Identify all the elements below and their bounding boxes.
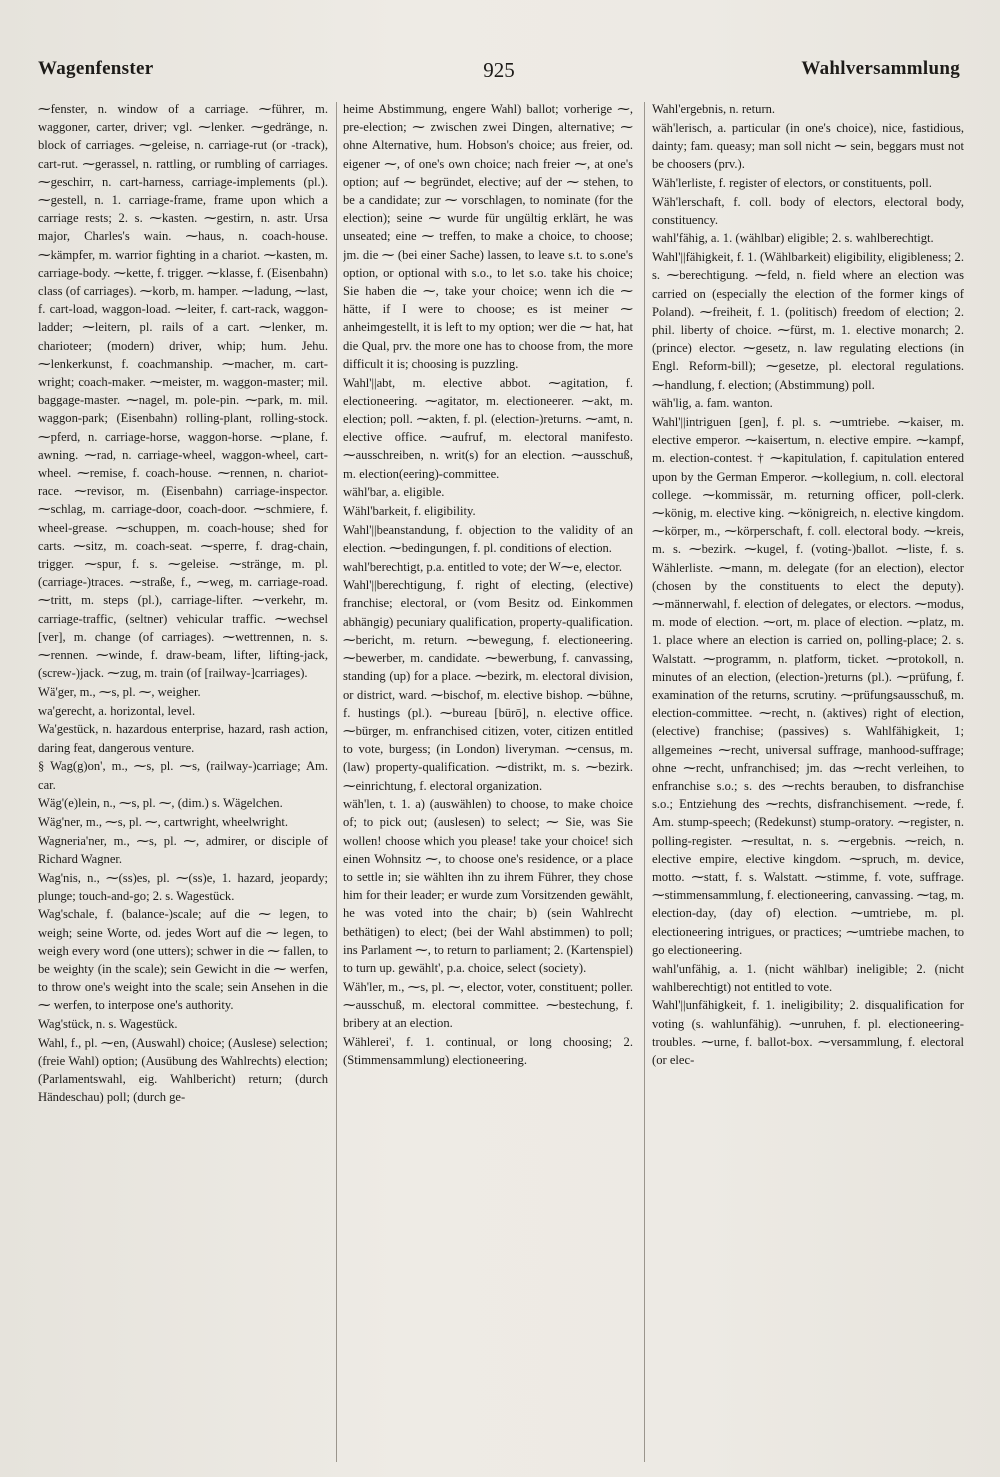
dictionary-entry: Wählerei', f. 1. continual, or long choosing; 2. (Stimmensammlung) electioneering. [343, 1034, 633, 1068]
dictionary-entry: Wahl'||unfähigkeit, f. 1. ineligibility; 2. disqualification for voting (s. wahlunfähig). ⁓unruhen, f. pl. electioneering-troubles. ⁓urne, f. ballot-box. ⁓versammlung, f. electoral (or elec- [652, 998, 964, 1068]
column-divider [336, 102, 337, 1462]
dictionary-entry: Wag'nis, n., ⁓(ss)es, pl. ⁓(ss)e, 1. hazard, jeopardy; plunge; touch-and-go; 2. s. Wagestück. [38, 870, 328, 903]
dictionary-entry: Wäg'(e)lein, n., ⁓s, pl. ⁓, (dim.) s. Wägelchen. [38, 796, 283, 811]
dictionary-entry: wäh'lerisch, a. particular (in one's choice), nice, fastidious, dainty; fam. queasy; man soll nicht ⁓ sein, beggars must not be choosers (prv.). [652, 120, 964, 172]
dictionary-entry: Wäh'ler, m., ⁓s, pl. ⁓, elector, voter, constituent; poller. ⁓ausschuß, m. electoral committee. ⁓bestechung, f. bribery at an election. [343, 979, 633, 1031]
page-header [38, 58, 960, 88]
column-2-entries [343, 100, 633, 1069]
left-running-headword: Wagenfenster [38, 58, 154, 79]
dictionary-entry: Wahl'||beanstandung, f. objection to the validity of an election. ⁓bedingungen, f. pl. conditions of election. [343, 522, 633, 555]
dictionary-entry: wa'gerecht, a. horizontal, level. [38, 703, 196, 718]
right-running-headword: Wahlversammlung [801, 58, 960, 79]
dictionary-entry: Wä'ger, m., ⁓s, pl. ⁓, weigher. [38, 685, 201, 699]
dictionary-entry: Wäh'lerschaft, f. coll. body of electors, electoral body, constituency. [652, 194, 964, 227]
dictionary-entry: Wag'stück, n. s. Wagestück. [38, 1017, 178, 1032]
column-1 [38, 100, 328, 1465]
column-3-entries [652, 100, 964, 1069]
dictionary-entry: Wagneria'ner, m., ⁓s, pl. ⁓, admirer, or disciple of Richard Wagner. [38, 833, 328, 866]
column-1-entries [38, 100, 328, 1107]
dictionary-entry: wähl'bar, a. eligible. [343, 485, 445, 500]
dictionary-entry: Wäh'lerliste, f. register of electors, or constituents, poll. [652, 175, 932, 190]
dictionary-entry: heime Abstimmung, engere Wahl) ballot; vorherige ⁓, pre-election; ⁓ zwischen zwei Dingen, alternative; ⁓ ohne Alternative, hum. Hobson's choice; aus freier, od. eigener ⁓, of one's own choice; nach freier ⁓, at one's option; auf ⁓ begründet, elective; auf der ⁓ stehen, to be a candidate; zur ⁓ vorschlagen, to nominate (for the election); seine ⁓ wurde für ungültig erklärt, he was unseated; eine ⁓ treffen, to make a choice, to choose; jm. die ⁓ (bei einer Sache) lassen, to leave s.t. to s.one's option, or optional with s.o., to let s.o. take his choice; Sie haben die ⁓, take your choice; wenn ich die ⁓ hätte, if I were to choose; es ist meiner ⁓ anheimgestellt, it is left to my option; wer die ⁓ hat, hat die Qual, prv. the more one has to choose from, the more difficult it is; choosing is puzzling. [343, 102, 633, 371]
dictionary-entry: Wa'gestück, n. hazardous enterprise, hazard, rash action, daring feat, dangerous venture. [38, 722, 328, 755]
dictionary-entry: wahl'fähig, a. 1. (wählbar) eligible; 2. s. wahlberechtigt. [652, 231, 934, 246]
dictionary-entry: Wäg'ner, m., ⁓s, pl. ⁓, cartwright, wheelwright. [38, 814, 289, 829]
page-number: 925 [483, 58, 515, 82]
dictionary-entry: Wahl'||intriguen [gen], f. pl. s. ⁓umtriebe. ⁓kaiser, m. elective emperor. ⁓kaisertum, n. elective empire. ⁓kampf, m. election-contest. † ⁓kapitulation, f. capitulation entered upon by the German Emperor. ⁓kollegium, n. coll. electoral college. ⁓kommissär, m. returning officer, poll-clerk. ⁓könig, m. elective king. ⁓königreich, n. elective kingdom. ⁓körper, m., ⁓körperschaft, f. coll. electoral body. ⁓kreis, m. s. ⁓bezirk. ⁓kugel, f. (voting-)ballot. ⁓liste, f. s. Wählerliste. ⁓mann, m. delegate (for an election), elector (chosen by the constituents to elect the deputy). ⁓männerwahl, f. election of delegates, or electors. ⁓modus, m. mode of election. ⁓ort, m. place of election. ⁓platz, m. 1. place where an election is carried on, polling-place; 2. s. Walstatt. ⁓programm, n. platform, ticket. ⁓protokoll, n. minutes of an election, (election-)returns (pl.). ⁓prüfung, f. examination of the returns, scrutiny. ⁓prüfungsausschuß, m. election-committee. ⁓recht, n. (aktives) right of election, (elective) franchise; (passives) s. Wahlfähigkeit, 1; allgemeines ⁓recht, universal suffrage, manhood-suffrage; ohne ⁓recht, unfranchised; jm. das ⁓recht verleihen, to enfranchise s.o.; s. des ⁓rechts berauben, to disfranchise s.o.; Entziehung des ⁓rechts, disfranchisement. ⁓rede, f. Am. stump-speech; (Redekunst) stump-oratory. ⁓register, n. polling-register. ⁓resultat, n. s. ⁓ergebnis. ⁓reich, n. elective empire, elective kingdom. ⁓spruch, m. device, motto. ⁓statt, f. s. Walstatt. ⁓stimme, f. vote, suffrage. ⁓stimmensammlung, f. electioneering, canvassing. ⁓tag, m. election-day, (day of) election. ⁓umtriebe, m. pl. electioneering intrigues, or practices; ⁓umtriebe machen, to go electioneering. [652, 414, 964, 957]
dictionary-entry: wahl'unfähig, a. 1. (nicht wählbar) ineligible; 2. (nicht wahlberechtigt) not entitled to vote. [652, 961, 964, 994]
column-3 [652, 100, 964, 1465]
dictionary-entry: Wag'schale, f. (balance-)scale; auf die ⁓ legen, to weigh; seine Worte, od. jedes Wort auf die ⁓ legen, to weigh every word (one utters); schwer in die ⁓ fallen, to be weighty (in the scale); sein Gewicht in die ⁓ werfen, to throw one's weight into the scale; sein Ansehen in die ⁓ werfen, to interpose one's authority. [38, 907, 328, 1013]
dictionary-entry: Wahl'||berechtigung, f. right of electing, (elective) franchise; electoral, or (vom Besitz od. Einkommen abhängig) pecuniary qualification, property-qualification. ⁓bericht, m. return. ⁓bewegung, f. electioneering. ⁓bewerber, m. candidate. ⁓bewerbung, f. canvassing, standing (up) for a place. ⁓bezirk, m. electoral division, or district, ward. ⁓bischof, m. elective bishop. ⁓bühne, f. hustings (pl.). ⁓bureau [bürō], n. elective office. ⁓bürger, m. enfranchised citizen, voter, citizen entitled to vote, burgess; (in London) liveryman. ⁓census, m. (law) property-qualification. ⁓distrikt, m. s. ⁓bezirk. ⁓einrichtung, f. electoral organization. [343, 578, 633, 793]
dictionary-entry: Wahl, f., pl. ⁓en, (Auswahl) choice; (Auslese) selection; (freie Wahl) option; (Ausübung des Wahlrechts) election; (Parlamentswahl, eig. Wahlbericht) return; (durch Händeschau) poll; (durch ge- [38, 1035, 328, 1105]
dictionary-entry: wäh'lig, a. fam. wanton. [652, 396, 773, 411]
dictionary-entry: wahl'berechtigt, p.a. entitled to vote; der W⁓e, elector. [343, 559, 622, 574]
dictionary-columns [38, 100, 964, 1465]
dictionary-entry: § Wag(g)on', m., ⁓s, pl. ⁓s, (railway-)carriage; Am. car. [38, 759, 328, 792]
column-divider [644, 102, 645, 1462]
dictionary-entry: Wahl'ergebnis, n. return. [652, 102, 776, 116]
dictionary-entry: wäh'len, t. 1. a) (auswählen) to choose, to make choice of; to pick out; (auslesen) to select; ⁓ Sie, was Sie wollen! choose which you please! take your choice! sich einen Wohnsitz ⁓, to choose one's residence, or a place to settle in; sie wählten ihn zu ihrem Führer, they chose him for their leader; er wurde zum Vorsitzenden gewählt, he was voted into the chair; b) (sein Wahlrecht bethätigen) to elect; (bei der Wahl abstimmen) to poll; ins Parlament ⁓, to return to parliament; 2. (Kartenspiel) to turn up. gewählt', p.a. choice, select (society). [343, 797, 633, 976]
dictionary-entry: Wahl'||fähigkeit, f. 1. (Wählbarkeit) eligibility, eligibleness; 2. s. ⁓berechtigung. ⁓feld, n. field where an election was carried on (especially the election of the former kings of Poland). ⁓freiheit, f. 1. (politisch) freedom of election; 2. phil. liberty of choice. ⁓fürst, m. 1. elective monarch; 2. (prince) elector. ⁓gesetz, n. law regulating elections (in Engl. Reform-bill); ⁓gesetze, pl. electoral regulations. ⁓handlung, f. election; (Abstimmung) poll. [652, 250, 964, 392]
dictionary-entry: Wähl'barkeit, f. eligibility. [343, 503, 476, 518]
dictionary-entry: Wahl'||abt, m. elective abbot. ⁓agitation, f. electioneering. ⁓agitator, m. electioneerer. ⁓akt, m. election; poll. ⁓akten, f. pl. (election-)returns. ⁓amt, n. elective office. ⁓aufruf, m. electoral manifesto. ⁓ausschreiben, n. writ(s) for an election. ⁓ausschuß, m. election(eering)-committee. [343, 375, 633, 481]
column-2 [343, 100, 633, 1465]
dictionary-entry: ⁓fenster, n. window of a carriage. ⁓führer, m. waggoner, carter, driver; vgl. ⁓lenker. ⁓gedränge, n. block of carriages. ⁓geleise, n. carriage-rut (or -track), cart-rut. ⁓gerassel, n. rattling, or rumbling of carriages. ⁓geschirr, n. cart-harness, carriage-implements (pl.). ⁓gestell, n. 1. carriage-frame, frame upon which a carriage rests; 2. s. ⁓kasten. ⁓gestirn, n. astr. Ursa major, Charles's wain. ⁓haus, n. coach-house. ⁓kämpfer, m. warrior fighting in a chariot. ⁓kasten, m. carriage-body. ⁓kette, f. trigger. ⁓klasse, f. (Eisenbahn) class (of carriages). ⁓korb, m. hamper. ⁓ladung, ⁓last, f. cart-load, waggon-load. ⁓leiter, f. cart-rack, waggon-ladder; ⁓leitern, pl. rails of a cart. ⁓lenker, m. charioteer; (modern) driver, whip; hum. Jehu. ⁓lenkerkunst, f. coachmanship. ⁓macher, m. cart-wright; coach-maker. ⁓meister, m. waggon-master; mil. baggage-master. ⁓nagel, m. pole-pin. ⁓park, m. mil. waggon-park; (Eisenbahn) rolling-plant, rolling-stock. ⁓pferd, n. carriage-horse, waggon-horse. ⁓plane, f. awning. ⁓rad, n. carriage-wheel, waggon-wheel, cart-wheel. ⁓remise, f. coach-house. ⁓rennen, n. chariot-race. ⁓revisor, m. (Eisenbahn) carriage-inspector. ⁓schlag, m. carriage-door, coach-door. ⁓schmiere, f. wheel-grease. ⁓schuppen, m. coach-house; shed for carts. ⁓sitz, m. coach-seat. ⁓sperre, f. drag-chain, trigger. ⁓spur, f. s. ⁓geleise. ⁓stränge, m. pl. (carriage-)traces. ⁓straße, f., ⁓weg, m. carriage-road. ⁓tritt, m. steps (pl.), carriage-lifter. ⁓verkehr, m. carriage-traffic, (seltner) vehicular traffic. ⁓wechsel [ver], m. change (of carriages). ⁓wettrennen, n. s. ⁓rennen. ⁓winde, f. draw-beam, lifter, lifting-jack, (screw-)jack. ⁓zug, m. train (of [railway-]carriages). [38, 102, 328, 681]
